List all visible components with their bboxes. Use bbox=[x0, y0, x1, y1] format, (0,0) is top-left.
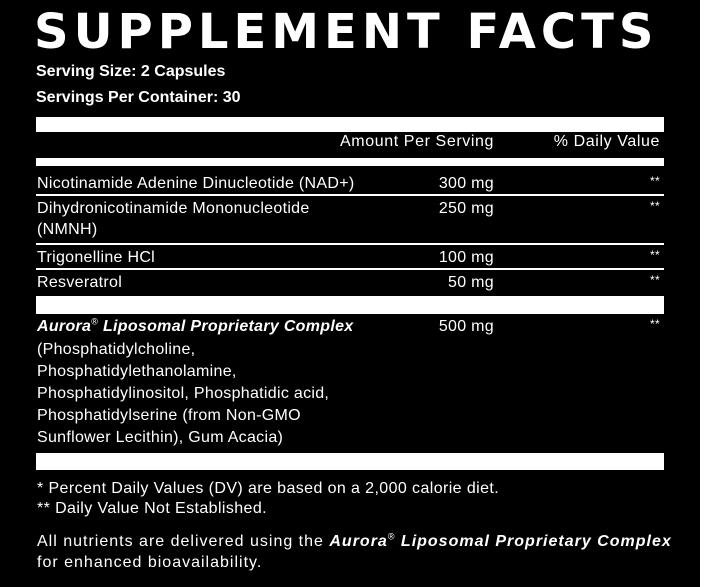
complex-ingredient-line: (Phosphatidylcholine, bbox=[37, 341, 196, 358]
header-amount-per-serving: Amount Per Serving bbox=[340, 133, 494, 150]
nutrient-amount: 250 mg bbox=[438, 200, 494, 217]
nutrient-name: Trigonelline HCl bbox=[37, 249, 156, 266]
nutrient-dv: ** bbox=[650, 174, 660, 188]
nutrient-name: Nicotinamide Adenine Dinucleotide (NAD+) bbox=[37, 175, 355, 192]
complex-ingredient-line: Phosphatidylserine (from Non-GMO bbox=[37, 407, 301, 424]
complex-ingredient-line: Sunflower Lecithin), Gum Acacia) bbox=[37, 429, 284, 446]
serving-size: Serving Size: 2 Capsules bbox=[36, 63, 226, 80]
footnote-not-established: ** Daily Value Not Established. bbox=[37, 500, 267, 517]
nutrient-amount: 100 mg bbox=[438, 249, 494, 266]
complex-ingredients bbox=[37, 339, 329, 449]
thick-divider-middle bbox=[36, 296, 664, 314]
bioavailability-note: All nutrients are delivered using the Aurora® Liposomal Proprietary Complex for enhanced bioavailability. bbox=[37, 531, 672, 571]
medium-divider bbox=[36, 158, 664, 166]
nutrient-dv: ** bbox=[650, 248, 660, 262]
nutrient-amount: 50 mg bbox=[448, 274, 494, 291]
panel-title: SUPPLEMENT FACTS bbox=[34, 4, 659, 60]
complex-dv: ** bbox=[650, 317, 660, 331]
thick-divider-top bbox=[36, 117, 664, 132]
nutrient-name-line2: (NMNH) bbox=[37, 221, 98, 238]
thick-divider-bottom bbox=[36, 453, 664, 470]
row-divider bbox=[36, 194, 664, 196]
nutrient-name: Resveratrol bbox=[37, 274, 123, 291]
nutrient-dv: ** bbox=[650, 273, 660, 287]
row-divider bbox=[36, 243, 664, 245]
nutrient-name-line1: Dihydronicotinamide Mononucleotide bbox=[37, 200, 310, 217]
complex-ingredient-line: Phosphatidylethanolamine, bbox=[37, 363, 237, 380]
complex-name: Aurora® Liposomal Proprietary Complex bbox=[37, 316, 354, 335]
header-daily-value: % Daily Value bbox=[553, 133, 660, 150]
nutrient-amount: 300 mg bbox=[438, 175, 494, 192]
servings-per-container: Servings Per Container: 30 bbox=[36, 89, 241, 106]
footnote-percent-dv: * Percent Daily Values (DV) are based on a 2,000 calorie diet. bbox=[37, 480, 500, 497]
nutrient-dv: ** bbox=[650, 199, 660, 213]
row-divider bbox=[36, 268, 664, 270]
complex-amount: 500 mg bbox=[438, 318, 494, 335]
complex-ingredient-line: Phosphatidylinositol, Phosphatidic acid, bbox=[37, 385, 330, 402]
